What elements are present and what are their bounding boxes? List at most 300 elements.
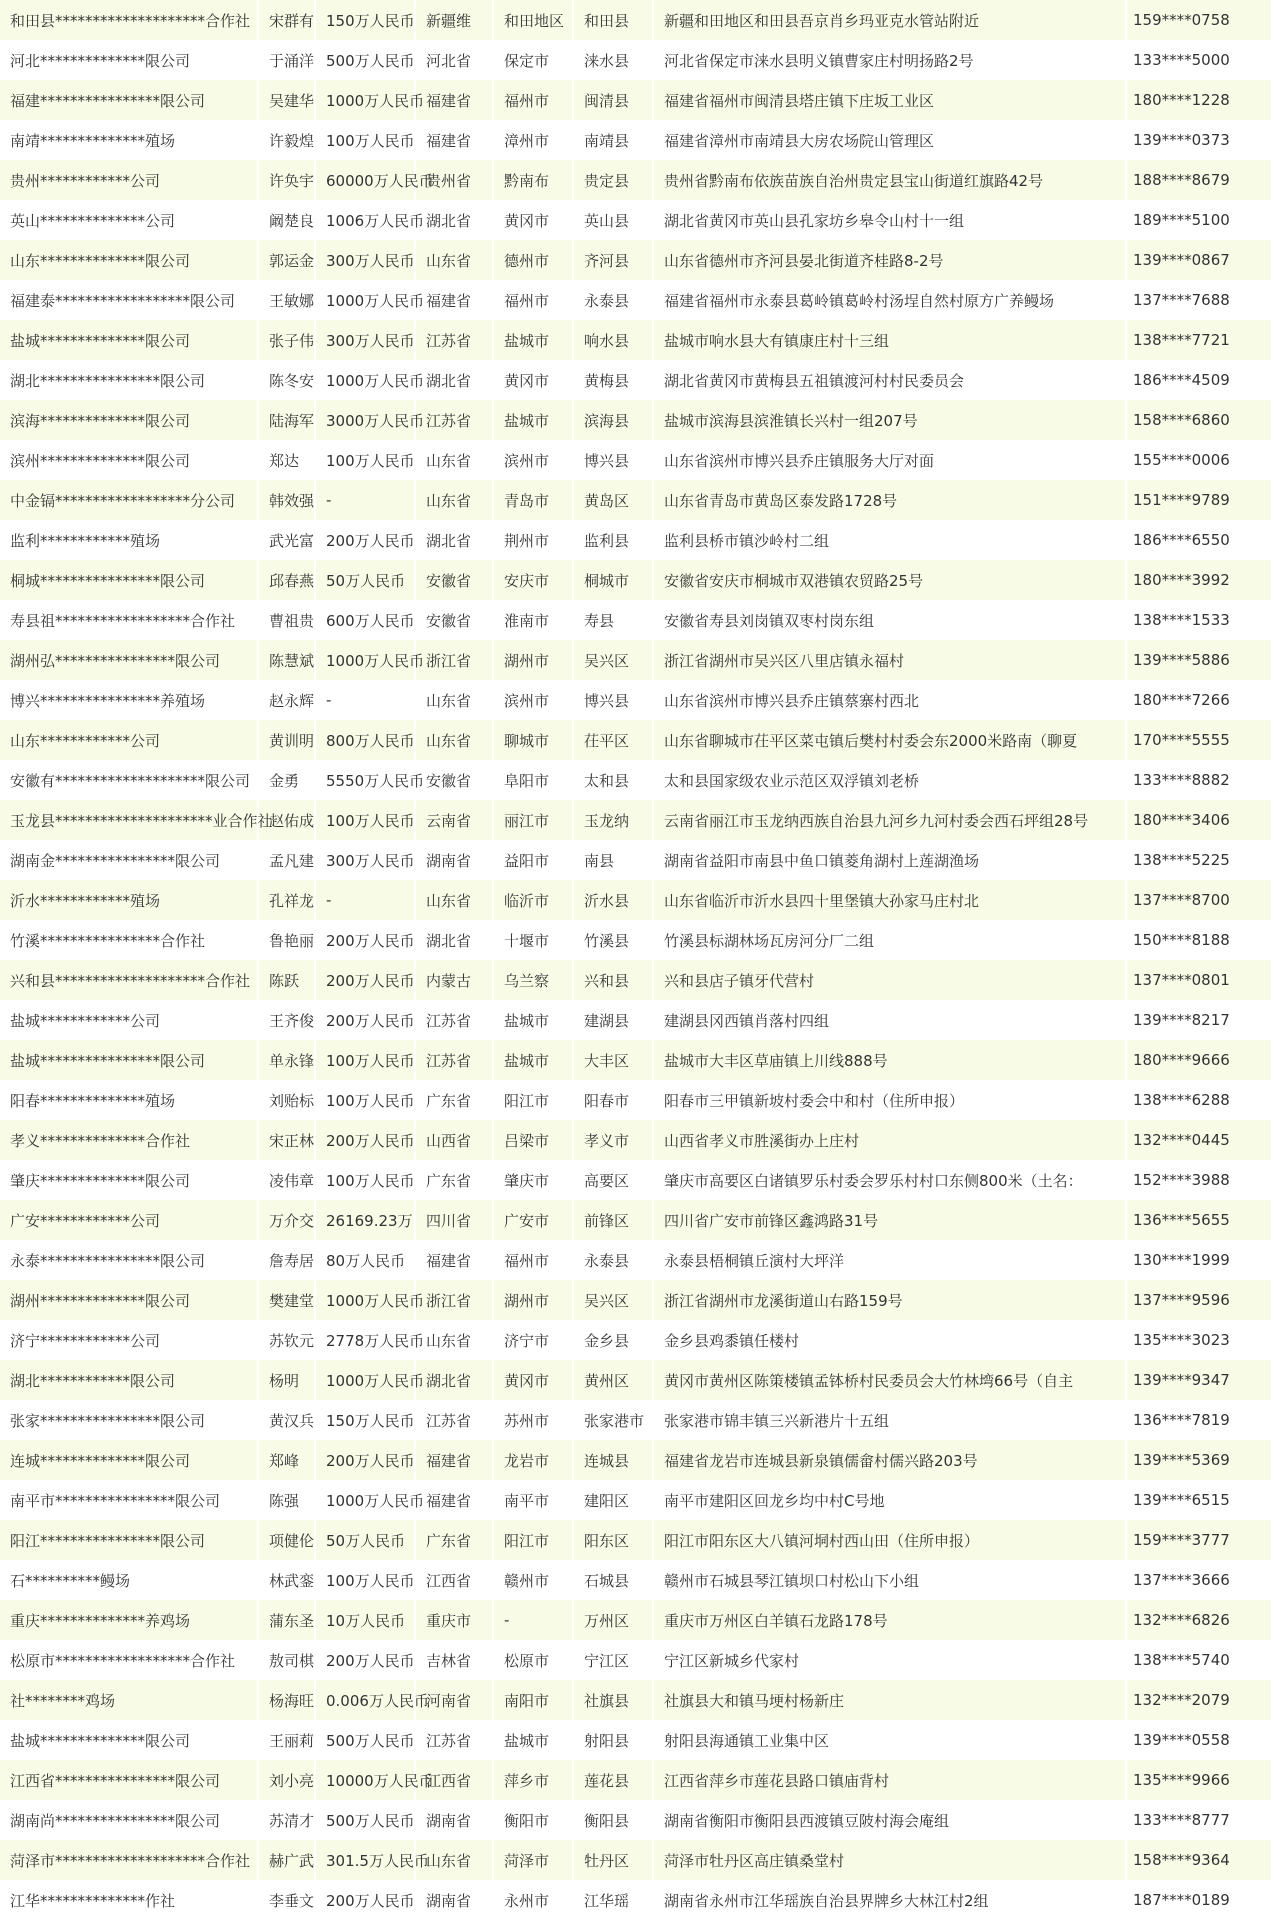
- province-cell: 广东省: [415, 1160, 493, 1200]
- district-cell: 射阳县: [573, 1720, 653, 1760]
- company-name-cell: 湖州弘****************限公司: [0, 640, 258, 680]
- address-cell: 山西省孝义市胜溪街办上庄村: [653, 1120, 1126, 1160]
- phone-cell: 137****3666: [1126, 1560, 1272, 1600]
- table-row: [0, 240, 1272, 280]
- phone-cell: 151****9789: [1126, 480, 1272, 520]
- registered-capital-cell: 50万人民币: [315, 1520, 415, 1560]
- registered-capital-cell: 500万人民币: [315, 40, 415, 80]
- province-cell: 山东省: [415, 1840, 493, 1880]
- city-cell: 黄冈市: [493, 1360, 573, 1400]
- company-name-cell: 菏泽市********************合作社: [0, 1840, 258, 1880]
- company-name-cell: 松原市******************合作社: [0, 1640, 258, 1680]
- address-cell: 社旗县大和镇马埂村杨新庄: [653, 1680, 1126, 1720]
- phone-cell: 186****6550: [1126, 520, 1272, 560]
- company-name-cell: 重庆**************养鸡场: [0, 1600, 258, 1640]
- address-cell: 建湖县冈西镇肖落村四组: [653, 1000, 1126, 1040]
- city-cell: 和田地区: [493, 0, 573, 40]
- city-cell: 广安市: [493, 1200, 573, 1240]
- contact-name-cell: 鲁艳丽: [258, 920, 315, 960]
- phone-cell: 137****7688: [1126, 280, 1272, 320]
- address-cell: 湖南省永州市江华瑶族自治县界牌乡大林江村2组: [653, 1880, 1126, 1920]
- table-row: [0, 1880, 1272, 1920]
- district-cell: 建湖县: [573, 1000, 653, 1040]
- registered-capital-cell: 100万人民币: [315, 440, 415, 480]
- table-row: [0, 1040, 1272, 1080]
- table-row: [0, 1680, 1272, 1720]
- company-name-cell: 安徽有********************限公司: [0, 760, 258, 800]
- province-cell: 山东省: [415, 680, 493, 720]
- district-cell: 万州区: [573, 1600, 653, 1640]
- city-cell: 松原市: [493, 1640, 573, 1680]
- province-cell: 河南省: [415, 1680, 493, 1720]
- district-cell: 衡阳县: [573, 1800, 653, 1840]
- company-name-cell: 山东************公司: [0, 720, 258, 760]
- company-name-cell: 江华**************作社: [0, 1880, 258, 1920]
- registered-capital-cell: 1000万人民币: [315, 280, 415, 320]
- province-cell: 山西省: [415, 1120, 493, 1160]
- district-cell: 茌平区: [573, 720, 653, 760]
- company-name-cell: 福建****************限公司: [0, 80, 258, 120]
- province-cell: 浙江省: [415, 1280, 493, 1320]
- contact-name-cell: 万介交: [258, 1200, 315, 1240]
- company-name-cell: 和田县********************合作社: [0, 0, 258, 40]
- district-cell: 高要区: [573, 1160, 653, 1200]
- province-cell: 山东省: [415, 440, 493, 480]
- phone-cell: 187****0189: [1126, 1880, 1272, 1920]
- address-cell: 永泰县梧桐镇丘演村大坪洋: [653, 1240, 1126, 1280]
- contact-name-cell: 李垂文: [258, 1880, 315, 1920]
- city-cell: 湖州市: [493, 1280, 573, 1320]
- company-name-cell: 永泰****************限公司: [0, 1240, 258, 1280]
- company-name-cell: 湖北************限公司: [0, 1360, 258, 1400]
- registered-capital-cell: 100万人民币: [315, 800, 415, 840]
- table-row: [0, 80, 1272, 120]
- contact-name-cell: 孔祥龙: [258, 880, 315, 920]
- contact-name-cell: 蒲东圣: [258, 1600, 315, 1640]
- city-cell: 益阳市: [493, 840, 573, 880]
- table-row: [0, 200, 1272, 240]
- table-row: [0, 1240, 1272, 1280]
- table-row: [0, 920, 1272, 960]
- province-cell: 安徽省: [415, 600, 493, 640]
- province-cell: 山东省: [415, 880, 493, 920]
- address-cell: 竹溪县标湖林场瓦房河分厂二组: [653, 920, 1126, 960]
- address-cell: 安徽省寿县刘岗镇双枣村岗东组: [653, 600, 1126, 640]
- city-cell: 黔南布: [493, 160, 573, 200]
- address-cell: 湖北省黄冈市英山县孔家坊乡皋令山村十一组: [653, 200, 1126, 240]
- phone-cell: 139****8217: [1126, 1000, 1272, 1040]
- registered-capital-cell: -: [315, 880, 415, 920]
- province-cell: 湖南省: [415, 1800, 493, 1840]
- table-row: [0, 1320, 1272, 1360]
- city-cell: 滨州市: [493, 680, 573, 720]
- district-cell: 前锋区: [573, 1200, 653, 1240]
- city-cell: 阳江市: [493, 1520, 573, 1560]
- phone-cell: 159****0758: [1126, 0, 1272, 40]
- phone-cell: 137****8700: [1126, 880, 1272, 920]
- city-cell: 十堰市: [493, 920, 573, 960]
- contact-name-cell: 邱春燕: [258, 560, 315, 600]
- address-cell: 安徽省安庆市桐城市双港镇农贸路25号: [653, 560, 1126, 600]
- district-cell: 竹溪县: [573, 920, 653, 960]
- company-name-cell: 张家****************限公司: [0, 1400, 258, 1440]
- contact-name-cell: 敖司棋: [258, 1640, 315, 1680]
- phone-cell: 189****5100: [1126, 200, 1272, 240]
- address-cell: 黄冈市黄州区陈策楼镇孟钵桥村民委员会大竹林塆66号（自主: [653, 1360, 1126, 1400]
- contact-name-cell: 郑峰: [258, 1440, 315, 1480]
- district-cell: 孝义市: [573, 1120, 653, 1160]
- phone-cell: 135****3023: [1126, 1320, 1272, 1360]
- city-cell: 荆州市: [493, 520, 573, 560]
- city-cell: 永州市: [493, 1880, 573, 1920]
- city-cell: 赣州市: [493, 1560, 573, 1600]
- table-row: [0, 640, 1272, 680]
- district-cell: 阳东区: [573, 1520, 653, 1560]
- registered-capital-cell: 200万人民币: [315, 1880, 415, 1920]
- phone-cell: 138****7721: [1126, 320, 1272, 360]
- registered-capital-cell: 1000万人民币: [315, 360, 415, 400]
- registered-capital-cell: 200万人民币: [315, 1640, 415, 1680]
- contact-name-cell: 刘小亮: [258, 1760, 315, 1800]
- registered-capital-cell: 301.5万人民币: [315, 1840, 415, 1880]
- table-row: [0, 1600, 1272, 1640]
- table-row: [0, 40, 1272, 80]
- district-cell: 黄州区: [573, 1360, 653, 1400]
- province-cell: 湖北省: [415, 920, 493, 960]
- phone-cell: 155****0006: [1126, 440, 1272, 480]
- phone-cell: 139****0558: [1126, 1720, 1272, 1760]
- company-name-cell: 桐城****************限公司: [0, 560, 258, 600]
- city-cell: 苏州市: [493, 1400, 573, 1440]
- company-name-cell: 滨海**************限公司: [0, 400, 258, 440]
- phone-cell: 137****0801: [1126, 960, 1272, 1000]
- province-cell: 广东省: [415, 1080, 493, 1120]
- address-cell: 山东省临沂市沂水县四十里堡镇大孙家马庄村北: [653, 880, 1126, 920]
- phone-cell: 135****9966: [1126, 1760, 1272, 1800]
- table-row: [0, 1840, 1272, 1880]
- province-cell: 湖北省: [415, 360, 493, 400]
- table-row: [0, 360, 1272, 400]
- phone-cell: 132****0445: [1126, 1120, 1272, 1160]
- address-cell: 湖南省益阳市南县中鱼口镇菱角湖村上莲湖渔场: [653, 840, 1126, 880]
- registered-capital-cell: 100万人民币: [315, 1040, 415, 1080]
- address-cell: 福建省漳州市南靖县大房农场院山管理区: [653, 120, 1126, 160]
- address-cell: 福建省龙岩市连城县新泉镇儒畲村儒兴路203号: [653, 1440, 1126, 1480]
- city-cell: 临沂市: [493, 880, 573, 920]
- province-cell: 重庆市: [415, 1600, 493, 1640]
- registered-capital-cell: 1000万人民币: [315, 640, 415, 680]
- city-cell: 南平市: [493, 1480, 573, 1520]
- phone-cell: 133****5000: [1126, 40, 1272, 80]
- district-cell: 连城县: [573, 1440, 653, 1480]
- district-cell: 监利县: [573, 520, 653, 560]
- contact-name-cell: 陆海军: [258, 400, 315, 440]
- company-name-cell: 南靖**************殖场: [0, 120, 258, 160]
- province-cell: 四川省: [415, 1200, 493, 1240]
- province-cell: 江西省: [415, 1560, 493, 1600]
- district-cell: 沂水县: [573, 880, 653, 920]
- registered-capital-cell: 10000万人民币: [315, 1760, 415, 1800]
- table-row: [0, 480, 1272, 520]
- phone-cell: 180****3992: [1126, 560, 1272, 600]
- phone-cell: 133****8777: [1126, 1800, 1272, 1840]
- table-row: [0, 760, 1272, 800]
- city-cell: 盐城市: [493, 1000, 573, 1040]
- company-name-cell: 盐城**************限公司: [0, 1720, 258, 1760]
- contact-name-cell: 陈跃: [258, 960, 315, 1000]
- district-cell: 寿县: [573, 600, 653, 640]
- company-name-cell: 湖州**************限公司: [0, 1280, 258, 1320]
- contact-name-cell: 詹寿居: [258, 1240, 315, 1280]
- registered-capital-cell: 150万人民币: [315, 0, 415, 40]
- company-name-cell: 阳春**************殖场: [0, 1080, 258, 1120]
- city-cell: 菏泽市: [493, 1840, 573, 1880]
- district-cell: 张家港市: [573, 1400, 653, 1440]
- table-row: [0, 1520, 1272, 1560]
- phone-cell: 170****5555: [1126, 720, 1272, 760]
- province-cell: 江苏省: [415, 400, 493, 440]
- table-row: [0, 800, 1272, 840]
- city-cell: 肇庆市: [493, 1160, 573, 1200]
- table-row: [0, 160, 1272, 200]
- address-cell: 新疆和田地区和田县吾京肖乡玛亚克水管站附近: [653, 0, 1126, 40]
- table-row: [0, 1760, 1272, 1800]
- company-name-cell: 孝义**************合作社: [0, 1120, 258, 1160]
- address-cell: 宁江区新城乡代家村: [653, 1640, 1126, 1680]
- district-cell: 涞水县: [573, 40, 653, 80]
- contact-name-cell: 凌伟章: [258, 1160, 315, 1200]
- contact-name-cell: 王丽莉: [258, 1720, 315, 1760]
- district-cell: 英山县: [573, 200, 653, 240]
- district-cell: 阳春市: [573, 1080, 653, 1120]
- registered-capital-cell: 200万人民币: [315, 960, 415, 1000]
- city-cell: 衡阳市: [493, 1800, 573, 1840]
- registered-capital-cell: 50万人民币: [315, 560, 415, 600]
- province-cell: 新疆维: [415, 0, 493, 40]
- province-cell: 河北省: [415, 40, 493, 80]
- contact-name-cell: 郭运金: [258, 240, 315, 280]
- address-cell: 兴和县店子镇牙代营村: [653, 960, 1126, 1000]
- city-cell: 德州市: [493, 240, 573, 280]
- company-name-cell: 河北**************限公司: [0, 40, 258, 80]
- registered-capital-cell: 500万人民币: [315, 1720, 415, 1760]
- city-cell: 黄冈市: [493, 360, 573, 400]
- address-cell: 监利县桥市镇沙岭村二组: [653, 520, 1126, 560]
- contact-name-cell: 苏钦元: [258, 1320, 315, 1360]
- contact-name-cell: 武光富: [258, 520, 315, 560]
- province-cell: 安徽省: [415, 760, 493, 800]
- table-row: [0, 1080, 1272, 1120]
- province-cell: 福建省: [415, 280, 493, 320]
- registered-capital-cell: 1000万人民币: [315, 80, 415, 120]
- district-cell: 吴兴区: [573, 1280, 653, 1320]
- table-row: [0, 720, 1272, 760]
- province-cell: 湖南省: [415, 840, 493, 880]
- phone-cell: 139****0373: [1126, 120, 1272, 160]
- district-cell: 牡丹区: [573, 1840, 653, 1880]
- province-cell: 浙江省: [415, 640, 493, 680]
- phone-cell: 180****3406: [1126, 800, 1272, 840]
- contact-name-cell: 于涌洋: [258, 40, 315, 80]
- contact-name-cell: 陈慧斌: [258, 640, 315, 680]
- address-cell: 山东省滨州市博兴县乔庄镇服务大厅对面: [653, 440, 1126, 480]
- district-cell: 莲花县: [573, 1760, 653, 1800]
- city-cell: 吕梁市: [493, 1120, 573, 1160]
- province-cell: 湖北省: [415, 520, 493, 560]
- phone-cell: 152****3988: [1126, 1160, 1272, 1200]
- phone-cell: 132****6826: [1126, 1600, 1272, 1640]
- contact-name-cell: 黄训明: [258, 720, 315, 760]
- company-name-cell: 沂水************殖场: [0, 880, 258, 920]
- district-cell: 响水县: [573, 320, 653, 360]
- registered-capital-cell: 1006万人民币: [315, 200, 415, 240]
- contact-name-cell: 赵永辉: [258, 680, 315, 720]
- city-cell: 保定市: [493, 40, 573, 80]
- table-row: [0, 840, 1272, 880]
- phone-cell: 180****7266: [1126, 680, 1272, 720]
- district-cell: 闽清县: [573, 80, 653, 120]
- address-cell: 福建省福州市闽清县塔庄镇下庄坂工业区: [653, 80, 1126, 120]
- address-cell: 河北省保定市涞水县明义镇曹家庄村明扬路2号: [653, 40, 1126, 80]
- registered-capital-cell: -: [315, 680, 415, 720]
- address-cell: 盐城市响水县大有镇康庄村十三组: [653, 320, 1126, 360]
- district-cell: 金乡县: [573, 1320, 653, 1360]
- province-cell: 江苏省: [415, 1040, 493, 1080]
- address-cell: 金乡县鸡黍镇任楼村: [653, 1320, 1126, 1360]
- phone-cell: 180****9666: [1126, 1040, 1272, 1080]
- registered-capital-cell: 60000万人民币: [315, 160, 415, 200]
- contact-name-cell: 林武銮: [258, 1560, 315, 1600]
- company-name-cell: 社********鸡场: [0, 1680, 258, 1720]
- company-name-cell: 石**********鳗场: [0, 1560, 258, 1600]
- contact-name-cell: 郑达: [258, 440, 315, 480]
- city-cell: 龙岩市: [493, 1440, 573, 1480]
- contact-name-cell: 宋群有: [258, 0, 315, 40]
- registered-capital-cell: 26169.23万: [315, 1200, 415, 1240]
- address-cell: 四川省广安市前锋区鑫鸿路31号: [653, 1200, 1126, 1240]
- contact-name-cell: 许奂宇: [258, 160, 315, 200]
- province-cell: 贵州省: [415, 160, 493, 200]
- phone-cell: 139****5886: [1126, 640, 1272, 680]
- registered-capital-cell: 300万人民币: [315, 240, 415, 280]
- company-name-cell: 盐城****************限公司: [0, 1040, 258, 1080]
- phone-cell: 138****6288: [1126, 1080, 1272, 1120]
- province-cell: 山东省: [415, 720, 493, 760]
- company-name-cell: 滨州**************限公司: [0, 440, 258, 480]
- contact-name-cell: 项健伦: [258, 1520, 315, 1560]
- company-name-cell: 山东**************限公司: [0, 240, 258, 280]
- phone-cell: 138****5225: [1126, 840, 1272, 880]
- city-cell: 安庆市: [493, 560, 573, 600]
- city-cell: 淮南市: [493, 600, 573, 640]
- city-cell: 福州市: [493, 280, 573, 320]
- contact-name-cell: 赵佑成: [258, 800, 315, 840]
- city-cell: 阳江市: [493, 1080, 573, 1120]
- contact-name-cell: 单永锋: [258, 1040, 315, 1080]
- table-row: [0, 280, 1272, 320]
- address-cell: 浙江省湖州市吴兴区八里店镇永福村: [653, 640, 1126, 680]
- province-cell: 江苏省: [415, 320, 493, 360]
- table-row: [0, 960, 1272, 1000]
- company-name-cell: 肇庆**************限公司: [0, 1160, 258, 1200]
- contact-name-cell: 吴建华: [258, 80, 315, 120]
- company-name-cell: 湖北****************限公司: [0, 360, 258, 400]
- company-name-cell: 博兴****************养殖场: [0, 680, 258, 720]
- province-cell: 内蒙古: [415, 960, 493, 1000]
- phone-cell: 136****7819: [1126, 1400, 1272, 1440]
- company-name-cell: 盐城************公司: [0, 1000, 258, 1040]
- province-cell: 广东省: [415, 1520, 493, 1560]
- province-cell: 湖南省: [415, 1880, 493, 1920]
- city-cell: 漳州市: [493, 120, 573, 160]
- company-name-cell: 兴和县********************合作社: [0, 960, 258, 1000]
- contact-name-cell: 金勇: [258, 760, 315, 800]
- phone-cell: 138****5740: [1126, 1640, 1272, 1680]
- district-cell: 永泰县: [573, 280, 653, 320]
- address-cell: 菏泽市牡丹区高庄镇桑堂村: [653, 1840, 1126, 1880]
- district-cell: 建阳区: [573, 1480, 653, 1520]
- address-cell: 贵州省黔南布依族苗族自治州贵定县宝山街道红旗路42号: [653, 160, 1126, 200]
- district-cell: 南靖县: [573, 120, 653, 160]
- province-cell: 吉林省: [415, 1640, 493, 1680]
- phone-cell: 139****0867: [1126, 240, 1272, 280]
- registered-capital-cell: 150万人民币: [315, 1400, 415, 1440]
- district-cell: 博兴县: [573, 680, 653, 720]
- district-cell: 贵定县: [573, 160, 653, 200]
- registered-capital-cell: 2778万人民币: [315, 1320, 415, 1360]
- company-name-cell: 湖南金****************限公司: [0, 840, 258, 880]
- contact-name-cell: 樊建堂: [258, 1280, 315, 1320]
- registered-capital-cell: 500万人民币: [315, 1800, 415, 1840]
- contact-name-cell: 黄汉兵: [258, 1400, 315, 1440]
- city-cell: 盐城市: [493, 400, 573, 440]
- table-row: [0, 400, 1272, 440]
- table-row: [0, 880, 1272, 920]
- table-row: [0, 440, 1272, 480]
- district-cell: 南县: [573, 840, 653, 880]
- province-cell: 江苏省: [415, 1720, 493, 1760]
- contact-name-cell: 苏清才: [258, 1800, 315, 1840]
- phone-cell: 186****4509: [1126, 360, 1272, 400]
- city-cell: 青岛市: [493, 480, 573, 520]
- company-name-cell: 贵州************公司: [0, 160, 258, 200]
- table-row: [0, 1560, 1272, 1600]
- company-name-cell: 竹溪****************合作社: [0, 920, 258, 960]
- province-cell: 福建省: [415, 1240, 493, 1280]
- city-cell: 黄冈市: [493, 200, 573, 240]
- company-name-cell: 玉龙县*********************业合作社: [0, 800, 258, 840]
- table-row: [0, 1360, 1272, 1400]
- registered-capital-cell: 600万人民币: [315, 600, 415, 640]
- contact-name-cell: 阚楚良: [258, 200, 315, 240]
- province-cell: 山东省: [415, 1320, 493, 1360]
- province-cell: 山东省: [415, 480, 493, 520]
- contact-name-cell: 杨海旺: [258, 1680, 315, 1720]
- table-row: [0, 120, 1272, 160]
- registered-capital-cell: 200万人民币: [315, 1120, 415, 1160]
- province-cell: 江西省: [415, 1760, 493, 1800]
- phone-cell: 137****9596: [1126, 1280, 1272, 1320]
- company-name-cell: 湖南尚****************限公司: [0, 1800, 258, 1840]
- province-cell: 安徽省: [415, 560, 493, 600]
- registered-capital-cell: -: [315, 480, 415, 520]
- registered-capital-cell: 80万人民币: [315, 1240, 415, 1280]
- registered-capital-cell: 100万人民币: [315, 1560, 415, 1600]
- address-cell: 湖北省黄冈市黄梅县五祖镇渡河村村民委员会: [653, 360, 1126, 400]
- registered-capital-cell: 200万人民币: [315, 1000, 415, 1040]
- registered-capital-cell: 100万人民币: [315, 1160, 415, 1200]
- city-cell: -: [493, 1600, 573, 1640]
